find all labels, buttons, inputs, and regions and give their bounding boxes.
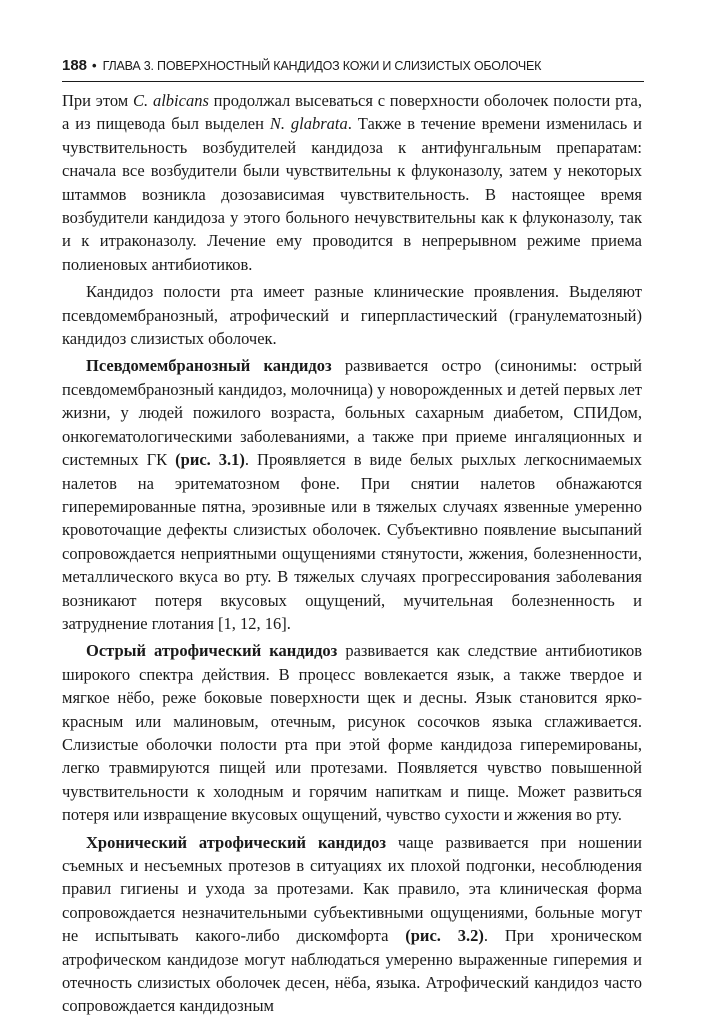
organism-name: C. albicans [133,91,209,110]
text-run: развивается как следствие антибиотиков широкого спектра действия. В процесс вовлекается язык, а также твердое и мягкое нёбо, реже боковые поверхности щек и десны. Язык становится ярко-красным или малиновым, отечным, рисунок сосочков языка сглаживается. Слизистые оболочки полости рта при этой форме кандидоза гиперемированы, легко травмируются пищей или протезами. Появляется чувство повышенной чувствительности к холодным и горячим напиткам и пище. Может развиться потеря или извращение вкусовых ощущений, чувство сухости и жжения во рту. [62,641,642,825]
text-run: продолжал высеваться с поверхности оболочек полости рта, а из пищевода был выделен [62,91,643,134]
paragraph-5 [62,831,642,1018]
figure-reference: (рис. 3.1) [175,450,245,470]
paragraph-4 [62,639,642,826]
term-acute-atrophic: Острый атрофический кандидоз [86,641,338,661]
paragraph-3 [62,354,642,635]
text-run: . Проявляется в виде белых рыхлых легкоснимаемых налетов на эритематозном фоне. При снятии налетов обнажаются гиперемированные пятна, эрозивные или в тяжелых случаях язвенные умеренно кровоточащие дефекты слизистых оболочек. Субъективно появление высыпаний сопровождается неприятными ощущениями стянутости, жжения, болезненности, металлического вкуса во рту. В тяжелых случаях прогрессирования заболевания возникают потеря вкусовых ощущений, мучительная болезненность и затруднение глотания [1, 12, 16]. [62,450,642,633]
figure-reference: (рис. 3.2) [405,926,484,946]
chapter-title: ГЛАВА 3. ПОВЕРХНОСТНЫЙ КАНДИДОЗ КОЖИ И СЛИЗИСТЫХ ОБОЛОЧЕК [102,59,542,73]
running-header [62,56,648,76]
body-text [62,89,642,1018]
bullet-separator: • [92,58,97,73]
term-chronic-atrophic: Хронический атрофический кандидоз [86,832,387,852]
text-run: развивается остро (синонимы: острый псевдомембранозный кандидоз, молочница) у новорожденных и детей первых лет жизни, у людей пожилого возраста, больных сахарным диабетом, СПИДом, онкогематологическими заболеваниями, а также при приеме ингаляционных и системных ГК [62,356,643,470]
text-run: Кандидоз полости рта имеет разные клинические проявления. Выделяют псевдомембранозный, атрофический и гиперпластический (гранулематозный) кандидоз слизистых оболочек. [62,282,642,349]
term-pseudomembranous: Псевдомембранозный кандидоз [86,356,332,376]
text-run: При этом [62,91,134,110]
paragraph-1 [62,89,642,276]
paragraph-2 [62,280,642,350]
organism-name: N. glabrata [269,114,348,134]
text-run: . Также в течение времени изменилась и чувствительность возбудителей кандидоза к антифунгальным препаратам: сначала все возбудители были чувствительны к флуконазолу, затем у некоторых штаммов возникла дозозависимая чувствительность. В настоящее время возбудители кандидоза у этого больного нечувствительны как к флуконазолу, так и к итраконазолу. Лечение ему проводится в непрерывном режиме приема полиеновых антибиотиков. [62,114,642,274]
page-number: 188 [62,57,88,74]
header-rule [62,81,644,82]
text-run: чаще развивается при ношении съемных и несъемных протезов в ситуациях их плохой подгонки, несоблюдения правил гигиены и ухода за протезами. Как правило, эта клиническая форма сопровождается незначительными субъективными ощущениями, больные могут не испытывать какого-либо дискомфорта [62,832,642,946]
text-run: . При хроническом атрофическом кандидозе могут наблюдаться умеренно выраженные гиперемия и отечность слизистых оболочек десен, нёба, языка. Атрофический кандидоз часто сопровождается кандидозным [62,926,642,1016]
